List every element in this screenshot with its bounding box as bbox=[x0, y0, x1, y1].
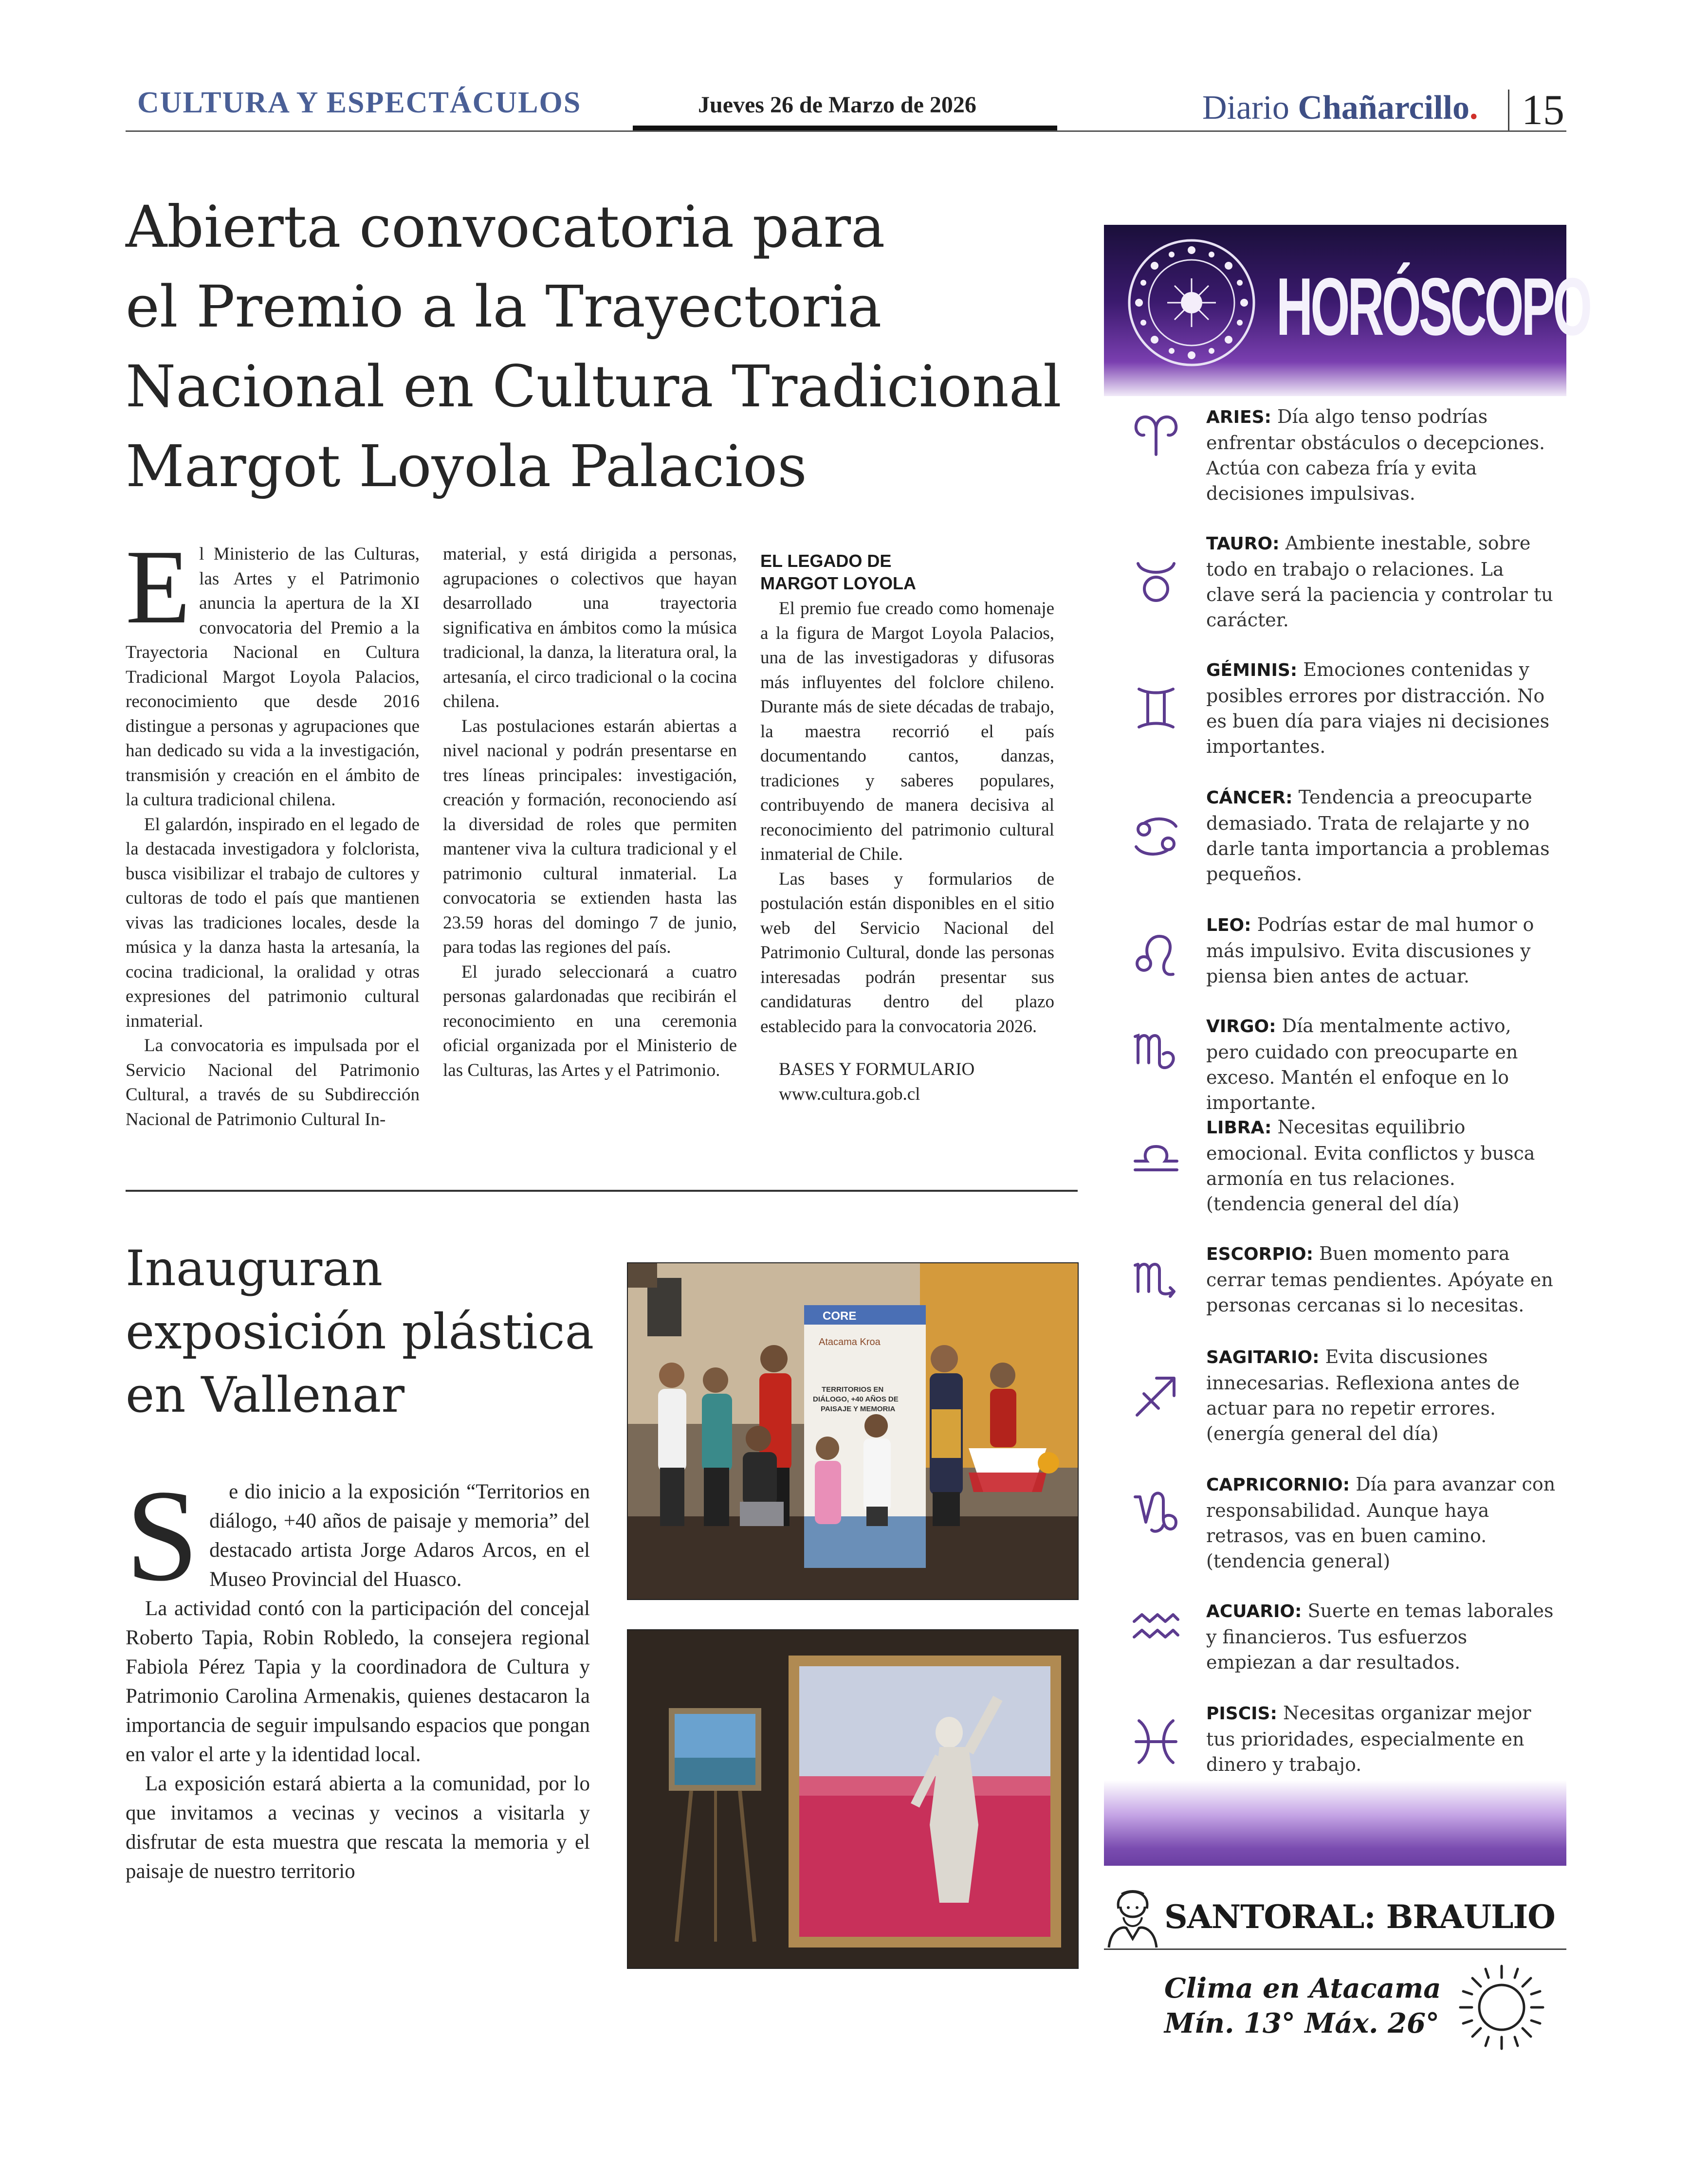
article1-column-3 bbox=[760, 550, 1054, 1107]
bases-info bbox=[760, 1057, 1054, 1107]
aquarius-icon bbox=[1129, 1600, 1183, 1654]
weather-temps: Mín. 13° Máx. 26° bbox=[1164, 2007, 1439, 2039]
paragraph: l Ministerio de las Culturas, las Artes y el Patrimonio anuncia la apertura de la XI convocatoria del Premio a la Trayectoria Nacional en Cultura Tradicional Margot Loyola Palacios, reconocimiento que desde 2016 distingue a personas y agrupaciones que han dedicado su vida a la investigación, transmisión y creación en el ámbito de la cultura tradicional chilena. bbox=[126, 544, 420, 810]
banner-line: DIÁLOGO, +40 AÑOS DE bbox=[813, 1395, 899, 1403]
saint-icon bbox=[1104, 1879, 1161, 1950]
paintings-illustration bbox=[628, 1630, 1078, 1968]
sign-text: Buen momento para cerrar temas pendientes. Apóyate en personas cercanas si lo necesitas. bbox=[1206, 1243, 1553, 1316]
libra-icon bbox=[1129, 1129, 1183, 1183]
sign-text: Evita discusiones innecesarias. Reflexiona antes de actuar para no repetir errores. (energía general del día) bbox=[1206, 1346, 1520, 1444]
capricorn-icon bbox=[1129, 1486, 1183, 1540]
taurus-icon bbox=[1129, 555, 1183, 608]
sign-text: Suerte en temas laborales y financieros. Tus esfuerzos empiezan a dar resultados. bbox=[1206, 1600, 1554, 1673]
paragraph: El galardón, inspirado en el legado de la destacada investigadora y folclorista, busca visibilizar el trabajo de cultores y cultoras de todo el país que mantienen vivas las tradiciones locales, desde la música y la danza hasta la artesanía, la cocina tradicional, la oralidad y otras expresiones del patrimonio cultural inmaterial. bbox=[126, 814, 420, 1031]
paintings-photo bbox=[627, 1629, 1079, 1969]
banner-brand: CORE bbox=[823, 1310, 857, 1323]
horoscope-entry-sagittarius bbox=[1206, 1344, 1557, 1446]
horoscope-entry-libra bbox=[1206, 1114, 1557, 1217]
subhead bbox=[760, 550, 1054, 595]
headline-line: en Vallenar bbox=[126, 1366, 404, 1423]
pisces-icon bbox=[1129, 1715, 1183, 1768]
group-photo-illustration bbox=[628, 1263, 1078, 1599]
horoscope-entry-cancer bbox=[1206, 784, 1557, 887]
subhead-line: EL LEGADO DE bbox=[760, 551, 892, 571]
gemini-icon bbox=[1129, 681, 1183, 735]
sign-name: TAURO: bbox=[1206, 534, 1280, 554]
headline-line: el Premio a la Trayectoria bbox=[126, 273, 882, 340]
leo-icon bbox=[1129, 929, 1183, 983]
brand-prefix: Diario bbox=[1202, 89, 1298, 127]
page-number-separator bbox=[1508, 90, 1509, 130]
santoral: SANTORAL: BRAULIO bbox=[1164, 1898, 1555, 1936]
horoscope-entry-capricorn bbox=[1206, 1472, 1557, 1574]
newspaper-brand bbox=[1202, 89, 1478, 127]
paragraph: material, y está dirigida a personas, agrupaciones o colectivos que hayan desarrollado una trayectoria significativa en ámbitos como la música tradicional, la danza, la literatura oral, la artesanía, el circo tradicional o la cocina chilena. bbox=[443, 544, 737, 711]
paragraph: La convocatoria es impulsada por el Servicio Nacional del Patrimonio Cultural, a través de su Subdirección Nacional de Patrimonio Cultural In- bbox=[126, 1036, 420, 1129]
sign-text: Necesitas equilibrio emocional. Evita conflictos y busca armonía en tus relaciones. (tendencia general del día) bbox=[1206, 1116, 1535, 1215]
article2-headline bbox=[126, 1237, 612, 1427]
header-rule bbox=[126, 130, 1566, 132]
sign-text: Día algo tenso podrías enfrentar obstáculos o decepciones. Actúa con cabeza fría y evita decisiones impulsivas. bbox=[1206, 406, 1545, 504]
sun-icon bbox=[1455, 1961, 1548, 2054]
banner-line: PAISAJE Y MEMORIA bbox=[821, 1405, 896, 1413]
banner-line: TERRITORIOS EN bbox=[822, 1385, 884, 1394]
paragraph: La exposición estará abierta a la comunidad, por lo que invitamos a vecinas y vecinos a visitarla y disfrutar de esta muestra que rescata la memoria y el paisaje de nuestro territorio bbox=[126, 1772, 590, 1883]
headline-line: exposición plástica bbox=[126, 1303, 594, 1360]
sign-name: CAPRICORNIO: bbox=[1206, 1475, 1350, 1495]
brand-name: Chañarcillo bbox=[1298, 89, 1470, 127]
headline-line: Abierta convocatoria para bbox=[126, 193, 885, 260]
sign-name: VIRGO: bbox=[1206, 1017, 1276, 1037]
sign-name: PISCIS: bbox=[1206, 1704, 1277, 1724]
subhead-line: MARGOT LOYOLA bbox=[760, 573, 916, 593]
banner-sub: Atacama Kroa bbox=[819, 1337, 881, 1347]
paragraph: e dio inicio a la exposición “Territorios en diálogo, +40 años de paisaje y memoria” del destacado artista Jorge Adaros Arcos, en el Museo Provincial del Huasco. bbox=[209, 1480, 590, 1591]
issue-date: Jueves 26 de Marzo de 2026 bbox=[698, 92, 976, 118]
headline-line: Margot Loyola Palacios bbox=[126, 433, 807, 500]
scorpio-icon bbox=[1129, 1251, 1183, 1304]
dropcap: E bbox=[126, 528, 191, 646]
paragraph: El premio fue creado como homenaje a la figura de Margot Loyola Palacios, una de las investigadoras y difusoras más influyentes del folclore chileno. Durante más de siete décadas de trabajo, la maestra recorrió el país documentando cantos, danzas, tradiciones y saberes populares, contribuyendo de manera decisiva al reconocimiento del patrimonio cultural inmaterial de Chile. bbox=[760, 599, 1054, 864]
sign-text: Tendencia a preocuparte demasiado. Trata de relajarte y no darle tanta importancia a problemas pequeños. bbox=[1206, 786, 1550, 885]
horoscope-entry-taurus bbox=[1206, 530, 1557, 633]
horoscope-entry-pisces bbox=[1206, 1700, 1557, 1777]
headline-line: Nacional en Cultura Tradicional bbox=[126, 353, 1062, 420]
horoscope-title: HORÓSCOPO bbox=[1276, 261, 1590, 352]
sign-text: Emociones contenidas y posibles errores por distracción. No es buen día para viajes ni decisiones importantes. bbox=[1206, 659, 1550, 757]
horoscope-entry-scorpio bbox=[1206, 1241, 1557, 1318]
horoscope-entry-aries bbox=[1206, 404, 1557, 506]
paragraph: Las postulaciones estarán abiertas a nivel nacional y podrán presentarse en tres líneas principales: investigación, creación y formación, reconociendo así la diversidad de roles que permiten mantener viva la cultura tradicional y el patrimonio cultural inmaterial. La convocatoria se extienden hasta las 23.59 horas del domingo 7 de junio, para todas las regiones del país. bbox=[443, 716, 737, 957]
bases-label: BASES Y FORMULARIO bbox=[779, 1059, 975, 1079]
sign-name: LIBRA: bbox=[1206, 1118, 1272, 1138]
section-label: CULTURA Y ESPECTÁCULOS bbox=[137, 86, 582, 119]
sign-text: Podrías estar de mal humor o más impulsivo. Evita discusiones y piensa bien antes de actuar. bbox=[1206, 914, 1534, 987]
sign-name: ARIES: bbox=[1206, 407, 1271, 427]
sign-text: Ambiente inestable, sobre todo en trabajo o relaciones. La clave será la paciencia y controlar tu carácter. bbox=[1206, 532, 1553, 631]
horoscope-footer-band bbox=[1104, 1780, 1566, 1866]
sign-text: Día para avanzar con responsabilidad. Aunque haya retrasos, vas en buen camino. (tendencia general) bbox=[1206, 1474, 1556, 1572]
article1-column-2 bbox=[443, 542, 737, 1083]
sign-name: ESCORPIO: bbox=[1206, 1244, 1314, 1264]
santoral-rule bbox=[1104, 1948, 1566, 1950]
sign-name: CÁNCER: bbox=[1206, 788, 1293, 808]
sign-text: Día mentalmente activo, pero cuidado con preocuparte en exceso. Mantén el enfoque en lo importante. bbox=[1206, 1015, 1518, 1113]
paragraph: El jurado seleccionará a cuatro personas galardonadas que recibirán el reconocimiento en una ceremonia oficial organizada por el Ministerio de las Culturas, las Artes y el Patrimonio. bbox=[443, 962, 737, 1080]
weather-title: Clima en Atacama bbox=[1164, 1972, 1441, 2004]
aries-icon bbox=[1129, 408, 1183, 461]
sign-name: SAGITARIO: bbox=[1206, 1347, 1320, 1367]
brand-dot: . bbox=[1469, 89, 1478, 127]
sagittarius-icon bbox=[1129, 1369, 1183, 1423]
exhibition-group-photo bbox=[627, 1262, 1079, 1600]
headline-line: Inauguran bbox=[126, 1240, 383, 1297]
sign-name: ACUARIO: bbox=[1206, 1602, 1302, 1621]
horoscope-entry-gemini bbox=[1206, 657, 1557, 759]
horoscope-entry-leo bbox=[1206, 912, 1557, 989]
dropcap: S bbox=[126, 1463, 199, 1608]
article1-headline bbox=[126, 187, 1089, 506]
paragraph: La actividad contó con la participación del concejal Roberto Tapia, Robin Robledo, la consejera regional Fabiola Pérez Tapia y la coordinadora de Cultura y Patrimonio Carolina Armenakis, quienes destacaron la importancia de seguir impulsando espacios que pongan en valor el arte y la identidad local. bbox=[126, 1597, 590, 1766]
page-number: 15 bbox=[1522, 87, 1564, 134]
horoscope-entry-virgo bbox=[1206, 1013, 1557, 1115]
sign-name: GÉMINIS: bbox=[1206, 660, 1298, 680]
horoscope-entry-aquarius bbox=[1206, 1598, 1557, 1675]
bases-url[interactable]: www.cultura.gob.cl bbox=[779, 1084, 920, 1104]
article1-column-1 bbox=[126, 528, 420, 1132]
sign-text: Necesitas organizar mejor tus prioridades, especialmente en dinero y trabajo. bbox=[1206, 1702, 1531, 1775]
article-divider bbox=[126, 1190, 1078, 1192]
paragraph: Las bases y formularios de postulación están disponibles en el sitio web del Servicio Nacional del Patrimonio Cultural, donde las personas interesadas podrán presentar sus candidaturas dentro del plazo establecido para la convocatoria 2026. bbox=[760, 869, 1054, 1037]
virgo-icon bbox=[1129, 1022, 1183, 1075]
cancer-icon bbox=[1129, 810, 1183, 863]
article2-body bbox=[126, 1463, 590, 1886]
weather bbox=[1164, 1971, 1441, 2041]
sign-name: LEO: bbox=[1206, 915, 1251, 935]
